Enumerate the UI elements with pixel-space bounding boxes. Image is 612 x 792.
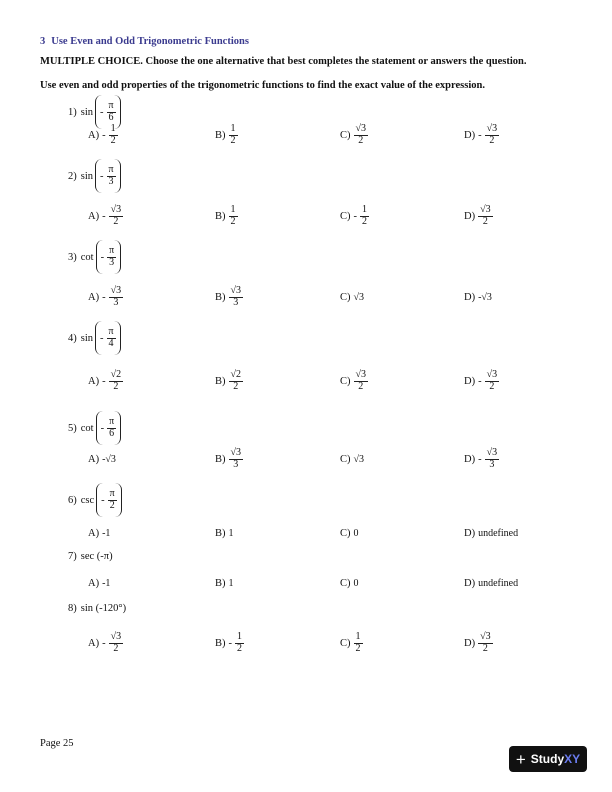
fraction-numerator: √3 [110,631,122,642]
fraction-denominator: 2 [110,134,116,146]
argument-parentheses [95,159,121,193]
fraction-denominator: 3 [229,297,244,309]
option-label: D) [464,129,476,141]
answer-option-a[interactable] [88,446,116,472]
fraction-numerator: √3 [486,369,498,380]
fraction-numerator: 1 [230,123,236,134]
fraction-denominator: 2 [478,216,493,228]
option-fraction [229,124,238,146]
option-sign: - [102,637,106,649]
answer-option-d[interactable] [464,630,493,656]
answer-option-c[interactable] [340,284,364,310]
answer-option-d[interactable] [464,203,493,229]
fraction-numerator: √3 [355,369,366,380]
option-fraction [485,124,500,146]
fraction-denominator: 2 [237,642,242,654]
plus-icon: + [515,749,526,769]
option-label: B) [215,375,226,387]
option-fraction [354,370,369,392]
option-label: C) [340,375,351,387]
option-label: D) [464,375,476,387]
option-label: D) [464,637,476,649]
fraction-denominator: 3 [485,459,500,471]
option-value: 1 [228,577,234,589]
answer-option-b[interactable] [215,630,244,656]
instruction-even-odd: Use even and odd properties of the trigonometric functions to find the exact value of the expression. [40,80,485,91]
answer-option-d[interactable] [464,570,518,596]
argument-sign: - [100,106,104,118]
option-sign: - [353,210,357,222]
option-value: -1 [102,577,111,589]
fraction-denominator: 2 [109,643,124,655]
option-label: B) [215,291,226,303]
answer-options [0,520,612,546]
option-sign: - [102,210,106,222]
fraction-denominator: 2 [355,642,361,654]
answer-option-d[interactable] [464,446,499,472]
answer-option-d[interactable] [464,122,499,148]
question-number: 6) [68,494,77,506]
answer-options [0,630,612,656]
argument-sign: - [101,494,105,506]
fraction-numerator: √3 [110,285,122,296]
fraction-numerator: √3 [486,123,498,134]
answer-option-b[interactable] [215,570,234,596]
page-number: Page 25 [40,738,74,749]
question-number: 3) [68,251,77,263]
trig-function: sin [80,332,94,344]
option-fraction [478,632,493,654]
option-label: D) [464,527,476,539]
answer-option-b[interactable] [215,122,238,148]
option-label: C) [340,210,351,222]
fraction-numerator: 1 [355,631,361,642]
option-label: A) [88,577,100,589]
option-fraction [109,370,124,392]
fraction-denominator: 2 [109,381,124,393]
option-sign: - [228,637,232,649]
argument-fraction [107,165,116,187]
section-number: 3 [40,36,46,47]
argument-fraction [107,417,116,439]
brand-prefix: Study [530,752,565,766]
option-value: -√3 [478,291,492,303]
fraction-numerator: √3 [480,631,491,642]
fraction-numerator: π [108,164,114,175]
trig-function: sin [80,106,94,118]
fraction-numerator: √3 [230,447,241,458]
answer-options [0,446,612,472]
fraction-numerator: π [108,100,114,111]
option-label: C) [340,453,351,465]
answer-option-d[interactable] [464,368,499,394]
option-value: -√3 [102,453,116,465]
option-fraction [109,632,124,654]
option-fraction [229,286,244,308]
option-label: A) [88,210,100,222]
answer-option-a[interactable] [88,122,118,148]
option-sign: - [478,129,482,141]
answer-option-c[interactable] [340,520,359,546]
question-4 [68,318,121,358]
option-fraction [485,370,500,392]
answer-option-c[interactable] [340,630,363,656]
question-8 [68,600,126,616]
option-sign: - [478,375,482,387]
option-label: B) [215,527,226,539]
trig-function: csc [80,494,95,506]
option-label: B) [215,129,226,141]
option-label: D) [464,453,476,465]
question-expression: sec (-π) [80,550,113,562]
trig-function: cot [80,251,94,263]
option-fraction [478,205,493,227]
fraction-numerator: √2 [110,369,122,380]
option-sign: - [102,291,106,303]
answer-option-b[interactable] [215,368,243,394]
question-5 [68,408,121,448]
section-title [40,36,249,47]
fraction-denominator: 2 [478,643,493,655]
option-fraction [354,124,369,146]
option-fraction [354,632,363,654]
answer-options [0,284,612,310]
fraction-denominator: 2 [229,381,244,393]
argument-sign: - [100,251,105,263]
argument-fraction [107,246,116,268]
answer-option-a[interactable] [88,368,123,394]
fraction-numerator: 1 [110,123,116,134]
option-value: 0 [353,577,359,589]
fraction-numerator: √3 [355,123,366,134]
fraction-numerator: 1 [362,204,367,215]
brand-suffix: XY [564,752,581,766]
answer-option-d[interactable] [464,520,518,546]
option-label: A) [88,637,100,649]
option-label: A) [88,527,100,539]
option-sign: - [478,453,482,465]
option-label: A) [88,291,100,303]
option-label: A) [88,129,100,141]
argument-sign: - [100,332,104,344]
answer-option-c[interactable] [340,446,364,472]
instruction-multiple-choice: MULTIPLE CHOICE. Choose the one alternative that best completes the statement or answers the question. [40,56,527,67]
fraction-denominator: 2 [109,216,124,228]
answer-options [0,570,612,596]
argument-parentheses [95,321,121,355]
fraction-numerator: π [109,488,115,499]
option-fraction [360,205,369,227]
option-value: √3 [353,453,364,465]
option-fraction [229,448,244,470]
answer-option-c[interactable] [340,203,369,229]
argument-fraction [107,101,116,123]
option-sign: - [102,375,106,387]
fraction-denominator: 2 [485,135,500,147]
answer-options [0,203,612,229]
option-value: undefined [478,577,519,589]
option-value: 1 [228,527,234,539]
argument-parentheses [96,240,122,274]
fraction-denominator: 3 [107,176,116,188]
option-label: C) [340,637,351,649]
option-fraction [485,448,500,470]
fraction-denominator: 6 [107,428,116,440]
option-label: D) [464,291,476,303]
fraction-denominator: 2 [354,135,369,147]
argument-fraction [107,327,116,349]
argument-sign: - [100,170,104,182]
fraction-numerator: √3 [486,447,498,458]
fraction-denominator: 2 [354,381,369,393]
answer-option-a[interactable] [88,284,123,310]
fraction-denominator: 4 [107,338,116,350]
fraction-numerator: π [109,416,115,427]
option-fraction [109,286,124,308]
option-fraction [109,124,118,146]
question-2 [68,156,121,196]
answer-option-d[interactable] [464,284,492,310]
option-fraction [229,370,244,392]
answer-options [0,122,612,148]
fraction-denominator: 3 [109,297,124,309]
question-number: 7) [68,550,77,562]
question-6 [68,480,122,520]
option-label: B) [215,577,226,589]
answer-option-a[interactable] [88,630,123,656]
option-label: A) [88,375,100,387]
fraction-denominator: 3 [229,459,244,471]
question-expression: sin (-120°) [80,602,127,614]
option-fraction [235,632,244,654]
fraction-numerator: 1 [230,204,236,215]
question-number: 5) [68,422,77,434]
option-label: C) [340,291,351,303]
fraction-denominator: 2 [108,500,117,512]
option-value: -1 [102,527,111,539]
option-value: √3 [353,291,364,303]
fraction-denominator: 2 [230,215,236,227]
fraction-denominator: 2 [362,215,367,227]
answer-option-b[interactable] [215,284,243,310]
fraction-numerator: π [108,326,114,337]
question-number: 1) [68,106,77,118]
answer-option-b[interactable] [215,446,243,472]
option-label: B) [215,453,226,465]
option-label: C) [340,577,351,589]
fraction-numerator: √3 [480,204,491,215]
argument-fraction [108,489,117,511]
answer-option-a[interactable] [88,203,123,229]
answer-option-c[interactable] [340,122,368,148]
fraction-numerator: 1 [237,631,242,642]
trig-function: cot [80,422,94,434]
fraction-denominator: 6 [107,112,116,124]
option-value: undefined [478,527,519,539]
question-number: 4) [68,332,77,344]
option-sign: - [102,129,106,141]
question-3 [68,237,121,277]
answer-option-c[interactable] [340,570,359,596]
trig-function: sin [80,170,94,182]
option-label: D) [464,577,476,589]
question-7 [68,548,113,564]
answer-option-b[interactable] [215,520,234,546]
answer-options [0,368,612,394]
option-label: C) [340,129,351,141]
option-label: A) [88,453,100,465]
option-fraction [229,205,238,227]
section-title-text: Use Even and Odd Trigonometric Functions [51,36,249,47]
argument-parentheses [96,483,122,517]
fraction-numerator: √3 [110,204,122,215]
studyxy-badge[interactable] [509,746,587,772]
option-label: B) [215,210,226,222]
answer-option-a[interactable] [88,520,110,546]
argument-parentheses [96,411,122,445]
fraction-denominator: 2 [230,134,236,146]
option-fraction [109,205,124,227]
fraction-numerator: √3 [230,285,241,296]
option-label: C) [340,527,351,539]
fraction-numerator: √2 [230,369,241,380]
answer-option-b[interactable] [215,203,238,229]
question-number: 2) [68,170,77,182]
option-value: 0 [353,527,359,539]
question-number: 8) [68,602,77,614]
option-label: D) [464,210,476,222]
answer-option-a[interactable] [88,570,110,596]
answer-option-c[interactable] [340,368,368,394]
fraction-denominator: 3 [107,257,116,269]
option-label: B) [215,637,226,649]
argument-sign: - [100,422,105,434]
fraction-numerator: π [109,245,115,256]
fraction-denominator: 2 [485,381,500,393]
